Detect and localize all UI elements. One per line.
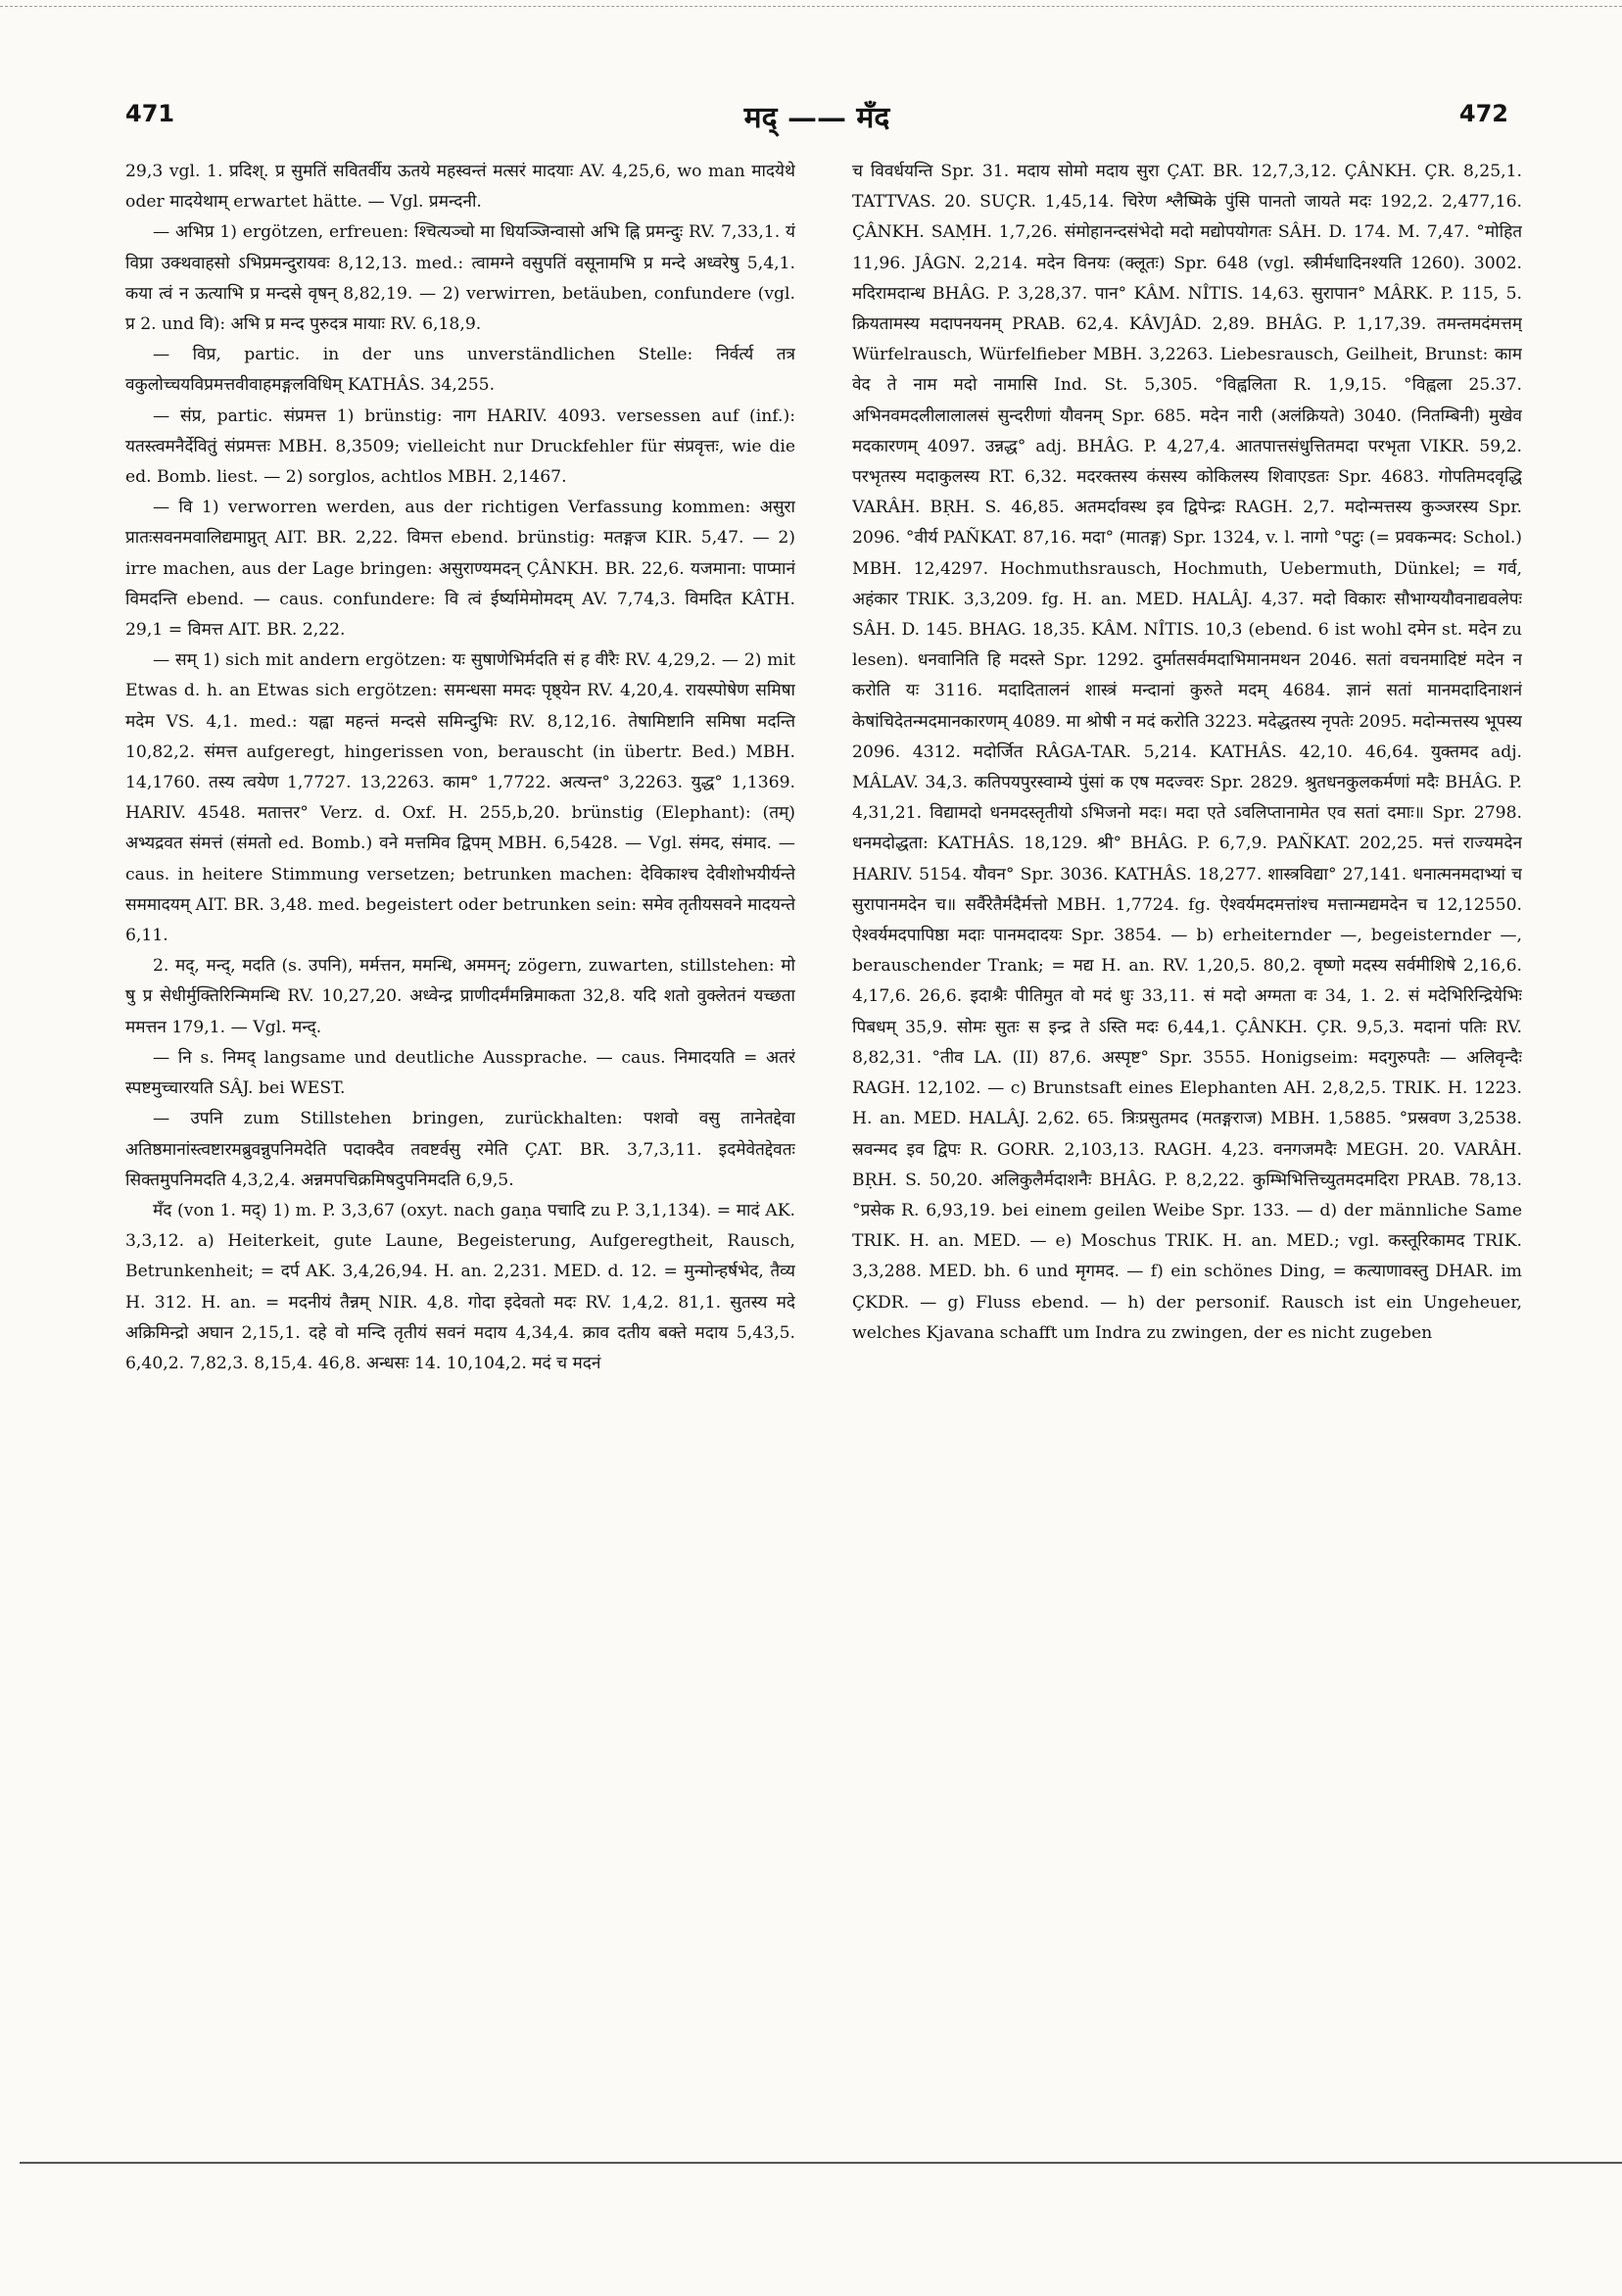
paragraph: — उपनि zum Stillstehen bringen, zurückhalten: पशवो वसु तानेतद्देवा अतिष्ठमानांस्त्वष्टारमब्रुवन्नुपनिमदेति पदाक्दैव तवष्टर्वसु रमेति ÇAT. BR. 3,7,3,11. इदमेवेतद्देवतः सिक्तमुपनिमदति 4,3,2,4. अन्नमपचिक्रमिषदुपनिमदति 6,9,5. [125,1109,795,1190]
page-number-right: 472 [1458,100,1508,127]
running-headword: मद् —— मँद [743,101,890,135]
paragraph: 29,3 vgl. 1. प्रदिश्. प्र सुमतिं सवितर्वीय ऊतये महस्वन्तं मत्सरं मादयाः AV. 4,25,6, wo man मादयेथे oder मादयेथाम् erwartet hätte. — Vgl. प्रमन्दनी. [125,162,795,213]
page-header [125,96,1508,135]
paragraph: — अभिप्र 1) ergötzen, erfreuen: श्चित्यञ्चो मा धियञ्जिन्वासो अभि ह्नि प्रमन्दुः RV. 7,33,1. यं विप्रा उक्थवाहसो ऽभिप्रमन्दुरायवः 8,12,13. med.: त्वामग्ने वसुपतिं वसूनामभि प्र मन्दे अध्वरेषु 5,4,1. कया त्वं न ऊत्याभि प्र मन्दसे वृषन् 8,82,19. — 2) verwirren, betäuben, confundere (vgl. प्र 2. und वि): अभि प्र मन्द पुरुदत्र मायाः RV. 6,18,9. [125,222,795,335]
paragraph: — सम् 1) sich mit andern ergötzen: यः सुषाणेभिर्मदति सं ह वीरैः RV. 4,29,2. — 2) mit Etwas d. h. an Etwas sich ergötzen: समन्धसा ममदः पृष्ठ्येन RV. 4,20,4. रायस्पोषेण समिषा मदेम VS. 4,1. med.: यह्वा महन्तं मन्दसे समिन्दुभिः RV. 8,12,16. तेषामिष्टानि समिषा मदन्ति 10,82,2. संमत्त aufgeregt, hingerissen von, berauscht (in übertr. Bed.) MBH. 14,1760. तस्य त्वयेण 1,7727. 13,2263. काम° 1,7722. अत्यन्त° 3,2263. युद्ध° 1,1369. HARIV. 4548. मतात्तर° Verz. d. Oxf. H. 255,b,20. brünstig (Elephant): (तम्) अभ्यद्रवत संमत्तं (संमतो ed. Bomb.) वने मत्तमिव द्विपम् MBH. 6,5428. — Vgl. संमद, संमाद. — caus. in heitere Stimmung versetzen; betrunken machen: देविकाश्च देवीशोभयीर्यन्ते सममादयम् AIT. BR. 3,48. med. begeistert oder betrunken sein: समेव तृतीयसवने मादयन्ते 6,11. [125,650,795,946]
entry-headword-paragraph: मँद (von 1. मद्) 1) m. P. 3,3,67 (oxyt. nach gaṇa पचादि zu P. 3,1,134). = मादं AK. 3,3,12. a) Heiterkeit, gute Laune, Begeisterung, Aufgeregtheit, Rausch, Betrunkenheit; = दर्प AK. 3,4,26,94. H. an. 2,231. MED. d. 12. = मुन्मोन्हर्षभेद, तैव्य H. 312. H. an. = मदनीयं तैन्नम् NIR. 4,8. गोदा इदेवतो मदः RV. 1,4,2. 81,1. सुतस्य मदे अक्रिमिन्द्रो अघान 2,15,1. दहे वो मन्दि तृतीयं सवनं मदाय 4,34,4. क्राव दतीय बक्ते मदाय 5,43,5. 6,40,2. 7,82,3. 8,15,4. 46,8. अन्धसः 14. 10,104,2. मदं च मदनं [125,1200,795,1373]
paragraph: च विवर्धयन्ति Spr. 31. मदाय सोमो मदाय सुरा ÇAT. BR. 12,7,3,12. ÇÂNKH. ÇR. 8,25,1. TATTVAS. 20. SUÇR. 1,45,14. चिरेण श्लैष्मिके पुंसि पानतो जायते मदः 192,2. 2,477,16. ÇÂNKH. SAṂH. 1,7,26. संमोहानन्दसंभेदो मदो मद्योपयोगतः SÂH. D. 174. M. 7,47. °मोहित 11,96. JÂGN. 2,214. मदेन विनयः (क्लूतः) Spr. 648 (vgl. स्त्रीर्मधादिनश्यति 1260). 3002. मदिरामदान्ध BHÂG. P. 3,28,37. पान° KÂM. NÎTIS. 14,63. सुरापान° MÂRK. P. 115, 5. क्रियतामस्य मदापनयनम् PRAB. 62,4. KÂVJÂD. 2,89. BHÂG. P. 1,17,39. तमन्तमदंमत्तम् Würfelrausch, Würfelfieber MBH. 3,2263. Liebesrausch, Geilheit, Brunst: काम वेद ते नाम मदो नामासि Ind. St. 5,305. °विह्वलिता R. 1,9,15. °विह्वला 25.37. अभिनवमदलीलालालसं सुन्दरीणां यौवनम् Spr. 685. मदेन नारी (अलंक्रियते) 3040. (नितम्बिनी) मुखेव मदकारणम् 4097. उन्नद्ध° adj. BHÂG. P. 4,27,4. आतपात्तसंधुत्तितमदा परभृता VIKR. 59,2. परभृतस्य मदाकुलस्य RT. 6,32. मदरक्तस्य कंसस्य कोकिलस्य शिवाएडतः Spr. 4683. गोपतिमदवृद्धि VARÂH. BṚH. S. 46,85. अतमर्दावस्थ इव द्विपेन्द्रः RAGH. 2,7. मदोन्मत्तस्य कुञ्जरस्य Spr. 2096. °वीर्य PAÑKAT. 87,16. मदा° (मातङ्ग) Spr. 1324, v. l. नागो °पटुः (= प्रवकन्मद: Schol.) MBH. 12,4297. Hochmuthsrausch, Hochmuth, Uebermuth, Dünkel; = गर्व, अहंकार TRIK. 3,3,209. fg. H. an. MED. HALÂJ. 4,37. मदो विकारः सौभाग्ययौवनाद्यवलेपः SÂH. D. 145. BHAG. 18,35. KÂM. NÎTIS. 10,3 (ebend. 6 ist wohl दमेन st. मदेन zu lesen). धनवानिति हि मदस्ते Spr. 1292. दुर्मातसर्वमदाभिमानमथन 2046. सतां वचनमादिष्टं मदेन न करोति यः 3116. मदादितालनं शास्त्रं मन्दानां कुरुते मदम् 4684. ज्ञानं सतां मानमदादिनाशनं केषांचिदेतन्मदमानकारणम् 4089. मा श्रोषी न मदं करोति 3223. मदेद्धतस्य नृपतेः 2095. मदोन्मत्तस्य भूपस्य 2096. 4312. मदोर्जित RÂGA-TAR. 5,214. KATHÂS. 42,10. 46,64. युक्तमद adj. MÂLAV. 34,3. कतिपयपुरस्वाम्ये पुंसां क एष मदज्वरः Spr. 2829. श्रुतधनकुलकर्मणां मदैः BHÂG. P. 4,31,21. विद्यामदो धनमदस्तृतीयो ऽभिजनो मदः। मदा एते ऽवलिप्तानामेत एव सतां दमाः॥ Spr. 2798. धनमदोद्धता: KATHÂS. 18,129. श्री° BHÂG. P. 6,7,9. PAÑKAT. 202,25. मत्तं राज्यमदेन HARIV. 5154. यौवन° Spr. 3036. KATHÂS. 18,277. शास्त्रविद्या° 27,141. धनात्मनमदाभ्यां च सुरापानमदेन च॥ सर्वैरेतैर्मदैर्मत्तो MBH. 1,7724. fg. ऐश्वर्यमदमत्तांश्च मत्तान्मद्यमदेन च 12,12550. ऐश्वर्यमदपापिष्ठा मदाः पानमदादयः Spr. 3854. — b) erheiternder —, begeisternder —, berauschender Trank; = मद्य H. an. RV. 1,20,5. 80,2. वृष्णो मदस्य सर्वमीशिषे 2,16,6. 4,17,6. 26,6. इदाश्रैः पीतिमुत वो मदं धुः 33,11. सं मदो अग्मता वः 34, 1. 2. सं मदेभिरिन्द्रियेभिः पिबधम् 35,9. सोमः सुतः स इन्द्र ते ऽस्ति मदः 6,44,1. ÇÂNKH. ÇR. 9,5,3. मदानां पतिः RV. 8,82,31. °तीव LA. (II) 87,6. अस्पृष्ट° Spr. 3555. Honigseim: मदगुरुपतैः — अलिवृन्दैः RAGH. 12,102. — c) Brunstsaft eines Elephanten AH. 2,8,2,5. TRIK. H. 1223. H. an. MED. HALÂJ. 2,62. 65. त्रिःप्रसुतमद (मतङ्गराज) MBH. 1,5885. °प्रस्रवण 3,2538. स्रवन्मद इव द्विपः R. GORR. 2,103,13. RAGH. 4,23. वनगजमदैः MEGH. 20. VARÂH. BṚH. S. 50,20. अलिकुलैर्मदाशनैः BHÂG. P. 8,2,22. कुम्भिभित्तिच्युतमदमदिरा PRAB. 78,13. °प्रसेक R. 6,93,19. bei einem geilen Weibe Spr. 133. — d) der männliche Same TRIK. H. an. MED. — e) Moschus TRIK. H. an. MED.; vgl. कस्तूरिकामद TRIK. 3,3,288. MED. bh. 6 und मृगमद. — f) ein schönes Ding, = कत्याणावस्तु DHAR. im ÇKDR. — g) Fluss ebend. — h) der personif. Rausch ist ein Ungeheuer, welches Kjavana schafft um Indra zu zwingen, der es nicht zugeben [852,162,1522,1343]
paragraph: — विप्र, partic. in der uns unverständlichen Stelle: निर्वर्त्य तत्र वकुलोच्चयविप्रमत्तवीवाहमङ्गलविधिम् KATHÂS. 34,255. [125,345,795,396]
top-divider [0,6,1622,7]
left-column [125,157,795,2077]
right-column [852,157,1522,2077]
paragraph: — नि s. निमद् langsame und deutliche Aussprache. — caus. निमादयति = अतरं स्पष्टमुच्चारयति SÂJ. bei WEST. [125,1047,795,1099]
paragraph: 2. मद्, मन्द्, मदति (s. उपनि), मर्मत्तन, ममन्धि, अममन्; zögern, zuwarten, stillstehen: मो षु प्र सेधीर्मुक्तिरिन्मिमन्धि RV. 10,27,20. अध्वेन्द्र प्राणीदर्मंमन्निमाकता 32,8. यदि शतो वुक्लेतनं यच्छता ममत्तन 179,1. — Vgl. मन्द्. [125,956,795,1037]
bottom-divider [20,2162,1622,2164]
paragraph: — संप्र, partic. संप्रमत्त 1) brünstig: नाग HARIV. 4093. versessen auf (inf.): यतस्त्वमनैर्देवितुं संप्रमत्तः MBH. 8,3509; vielleicht nur Druckfehler für संप्रवृत्तः, wie die ed. Bomb. liest. — 2) sorglos, achtlos MBH. 2,1467. [125,406,795,488]
page-number-left: 471 [125,100,175,127]
paragraph: — वि 1) verworren werden, aus der richtigen Verfassung kommen: असुरा प्रातःसवनमवालिद्यमाप्नुत् AIT. BR. 2,22. विमत्त ebend. brünstig: मतङ्गज KIR. 5,47. — 2) irre machen, aus der Lage bringen: असुराण्यमदन् ÇÂNKH. BR. 22,6. यजमाना: पाप्मानं विमदन्ति ebend. — caus. confundere: वि त्वं ईर्ष्यामेमोमदम् AV. 7,74,3. विमदित KÂTH. 29,1 = विमत्त AIT. BR. 2,22. [125,498,795,641]
